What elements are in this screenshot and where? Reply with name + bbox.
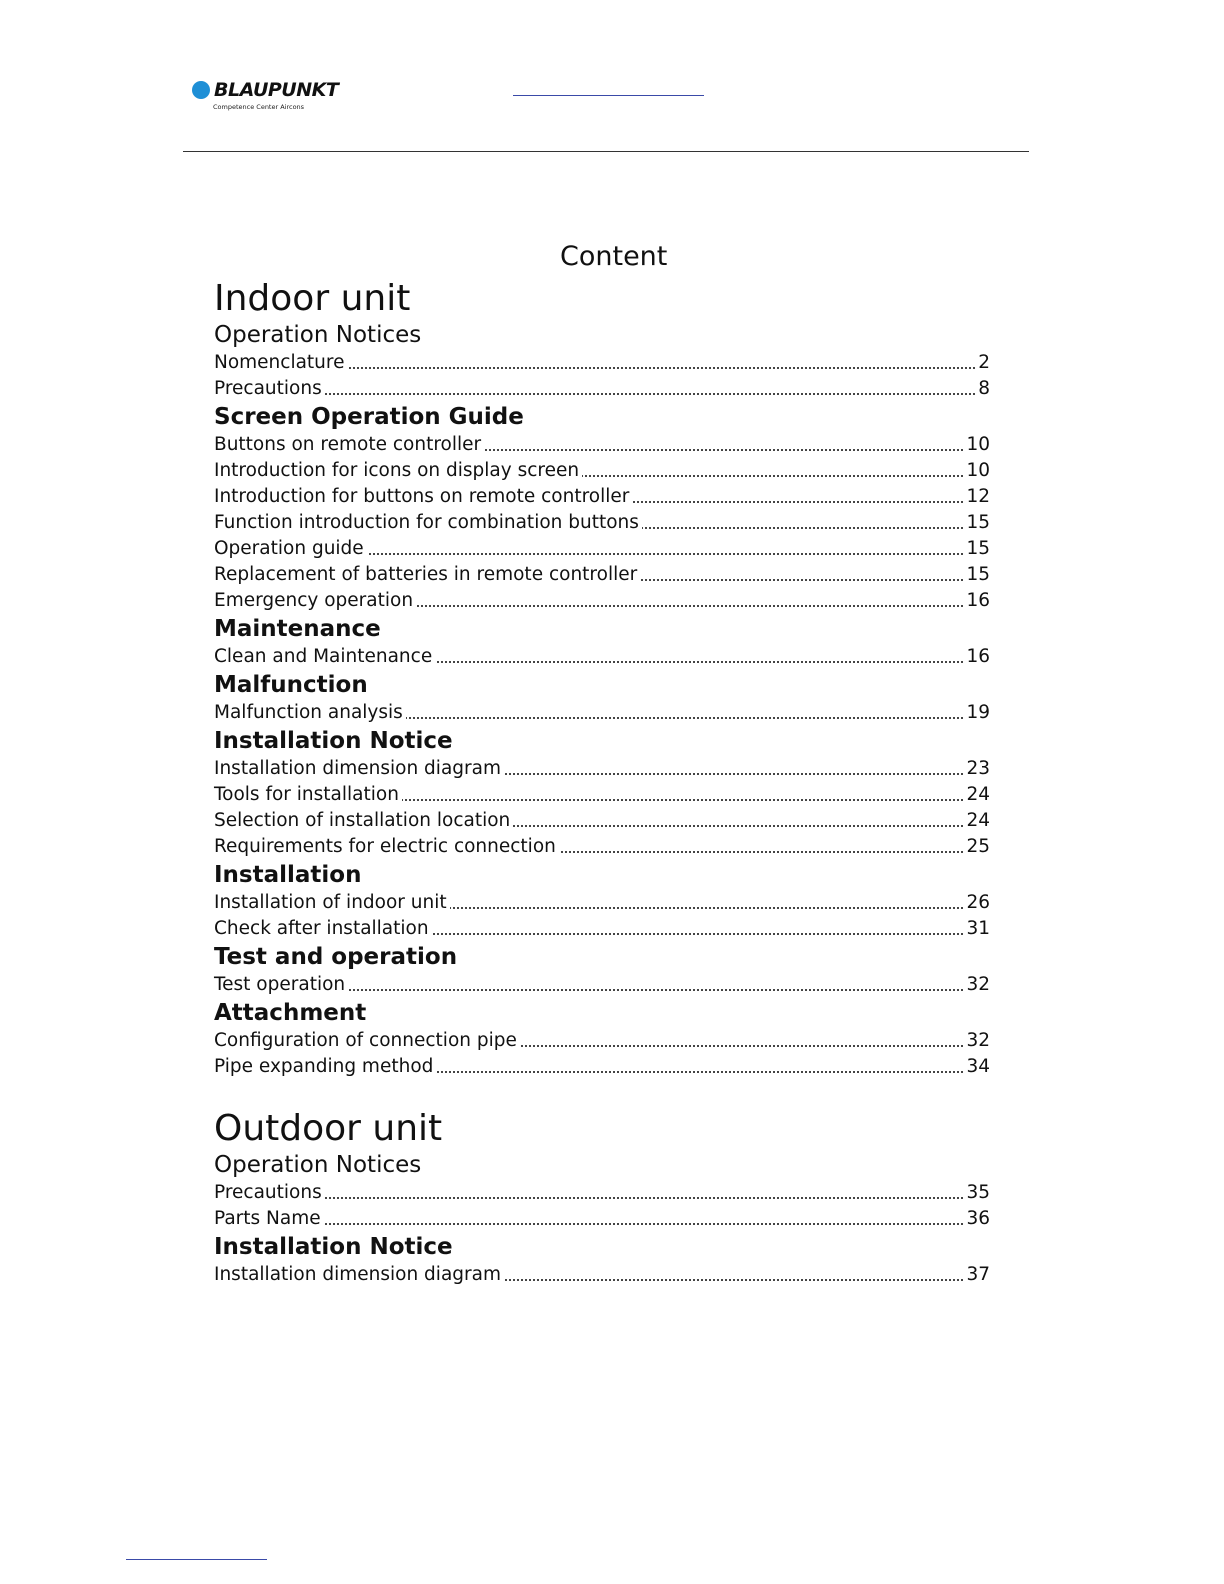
toc-entry[interactable] bbox=[214, 972, 990, 998]
brand-subtitle: Competence Center Aircons bbox=[213, 103, 305, 111]
toc-entry-nomenclature[interactable] bbox=[214, 350, 990, 376]
toc-entry-label: Installation dimension diagram bbox=[214, 756, 504, 782]
section-title-installation-notice: Installation Notice bbox=[214, 1234, 453, 1260]
toc-entry-page: 24 bbox=[963, 782, 990, 808]
toc-entry-label: Malfunction analysis bbox=[214, 700, 406, 726]
toc-entry-label: Pipe expanding method bbox=[214, 1054, 436, 1080]
toc-entry-label: Buttons on remote controller bbox=[214, 432, 484, 458]
page-title: Content bbox=[560, 241, 668, 272]
toc-entry-page: 32 bbox=[963, 1028, 990, 1054]
toc-entry-page: 10 bbox=[963, 432, 990, 458]
toc-entry[interactable] bbox=[214, 756, 990, 782]
toc-entry-page: 31 bbox=[963, 916, 990, 942]
toc-entry-page: 35 bbox=[963, 1180, 990, 1206]
toc-entry-label: Selection of installation location bbox=[214, 808, 513, 834]
toc-entry-page: 16 bbox=[963, 588, 990, 614]
toc-entry-page: 37 bbox=[963, 1262, 990, 1288]
section-title-maintenance: Maintenance bbox=[214, 616, 381, 642]
toc-entry-page: 32 bbox=[963, 972, 990, 998]
toc-entry-label: Check after installation bbox=[214, 916, 432, 942]
dot-leader bbox=[214, 1197, 990, 1199]
toc-entry[interactable] bbox=[214, 510, 990, 536]
dot-leader bbox=[214, 393, 990, 395]
toc-entry-page: 25 bbox=[963, 834, 990, 860]
header-divider bbox=[183, 151, 1029, 152]
toc-entry-label: Configuration of connection pipe bbox=[214, 1028, 520, 1054]
toc-entry-label: Installation dimension diagram bbox=[214, 1262, 504, 1288]
section-title-installation: Installation bbox=[214, 862, 362, 888]
toc-entry[interactable] bbox=[214, 1028, 990, 1054]
toc-entry-precautions[interactable] bbox=[214, 376, 990, 402]
toc-entry-label: Tools for installation bbox=[214, 782, 402, 808]
toc-entry-label: Precautions bbox=[214, 376, 325, 402]
outdoor-unit-title: Outdoor unit bbox=[214, 1108, 443, 1149]
toc-entry-page: 16 bbox=[963, 644, 990, 670]
section-title-test-and-operation: Test and operation bbox=[214, 944, 458, 970]
section-title-operation-notices: Operation Notices bbox=[214, 1152, 422, 1178]
toc-entry[interactable] bbox=[214, 916, 990, 942]
toc-entry-label: Parts Name bbox=[214, 1206, 324, 1232]
toc-entry[interactable] bbox=[214, 458, 990, 484]
toc-entry-label: Introduction for icons on display screen bbox=[214, 458, 582, 484]
toc-entry[interactable] bbox=[214, 1262, 990, 1288]
toc-entry-page: 34 bbox=[963, 1054, 990, 1080]
toc-entry[interactable] bbox=[214, 588, 990, 614]
toc-entry-label: Installation of indoor unit bbox=[214, 890, 450, 916]
toc-entry-page: 24 bbox=[963, 808, 990, 834]
indoor-unit-title: Indoor unit bbox=[214, 278, 411, 319]
toc-entry[interactable] bbox=[214, 484, 990, 510]
toc-entry-label: Function introduction for combination buttons bbox=[214, 510, 642, 536]
toc-entry[interactable] bbox=[214, 536, 990, 562]
toc-entry[interactable] bbox=[214, 808, 990, 834]
toc-entry[interactable] bbox=[214, 432, 990, 458]
toc-entry-label: Operation guide bbox=[214, 536, 367, 562]
toc-entry-page: 26 bbox=[963, 890, 990, 916]
toc-entry-page: 10 bbox=[963, 458, 990, 484]
toc-entry[interactable] bbox=[214, 644, 990, 670]
toc-entry-page: 15 bbox=[963, 562, 990, 588]
table-of-contents bbox=[214, 278, 990, 1288]
toc-entry-label: Precautions bbox=[214, 1180, 325, 1206]
brand-name: BLAUPUNKT bbox=[214, 79, 339, 101]
toc-entry-label: Test operation bbox=[214, 972, 348, 998]
toc-entry-page: 23 bbox=[963, 756, 990, 782]
toc-entry[interactable] bbox=[214, 1206, 990, 1232]
toc-entry[interactable] bbox=[214, 834, 990, 860]
section-spacer bbox=[214, 1080, 990, 1108]
brand-logo bbox=[192, 78, 392, 118]
toc-entry-label: Clean and Maintenance bbox=[214, 644, 435, 670]
toc-entry-page: 36 bbox=[963, 1206, 990, 1232]
toc-entry[interactable] bbox=[214, 562, 990, 588]
toc-entry-label: Emergency operation bbox=[214, 588, 416, 614]
section-title-operation-notices: Operation Notices bbox=[214, 322, 422, 348]
toc-entry[interactable] bbox=[214, 1180, 990, 1206]
section-title-malfunction: Malfunction bbox=[214, 672, 368, 698]
toc-entry-label: Nomenclature bbox=[214, 350, 348, 376]
toc-entry[interactable] bbox=[214, 1054, 990, 1080]
toc-entry-label: Requirements for electric connection bbox=[214, 834, 559, 860]
dot-leader bbox=[214, 1223, 990, 1225]
toc-entry-page: 8 bbox=[975, 376, 990, 402]
toc-entry-label: Introduction for buttons on remote controller bbox=[214, 484, 632, 510]
toc-entry-page: 2 bbox=[975, 350, 990, 376]
toc-entry-page: 19 bbox=[963, 700, 990, 726]
toc-entry[interactable] bbox=[214, 782, 990, 808]
toc-entry-page: 15 bbox=[963, 510, 990, 536]
section-title-attachment: Attachment bbox=[214, 1000, 367, 1026]
toc-entry[interactable] bbox=[214, 890, 990, 916]
toc-entry-page: 12 bbox=[963, 484, 990, 510]
footer-link-underline[interactable] bbox=[126, 1559, 267, 1560]
toc-entry-label: Replacement of batteries in remote controller bbox=[214, 562, 640, 588]
brand-dot-icon bbox=[192, 81, 210, 99]
section-title-installation-notice: Installation Notice bbox=[214, 728, 453, 754]
header-link-underline[interactable] bbox=[513, 95, 704, 96]
toc-entry[interactable] bbox=[214, 700, 990, 726]
toc-entry-page: 15 bbox=[963, 536, 990, 562]
section-title-screen-operation-guide: Screen Operation Guide bbox=[214, 404, 524, 430]
